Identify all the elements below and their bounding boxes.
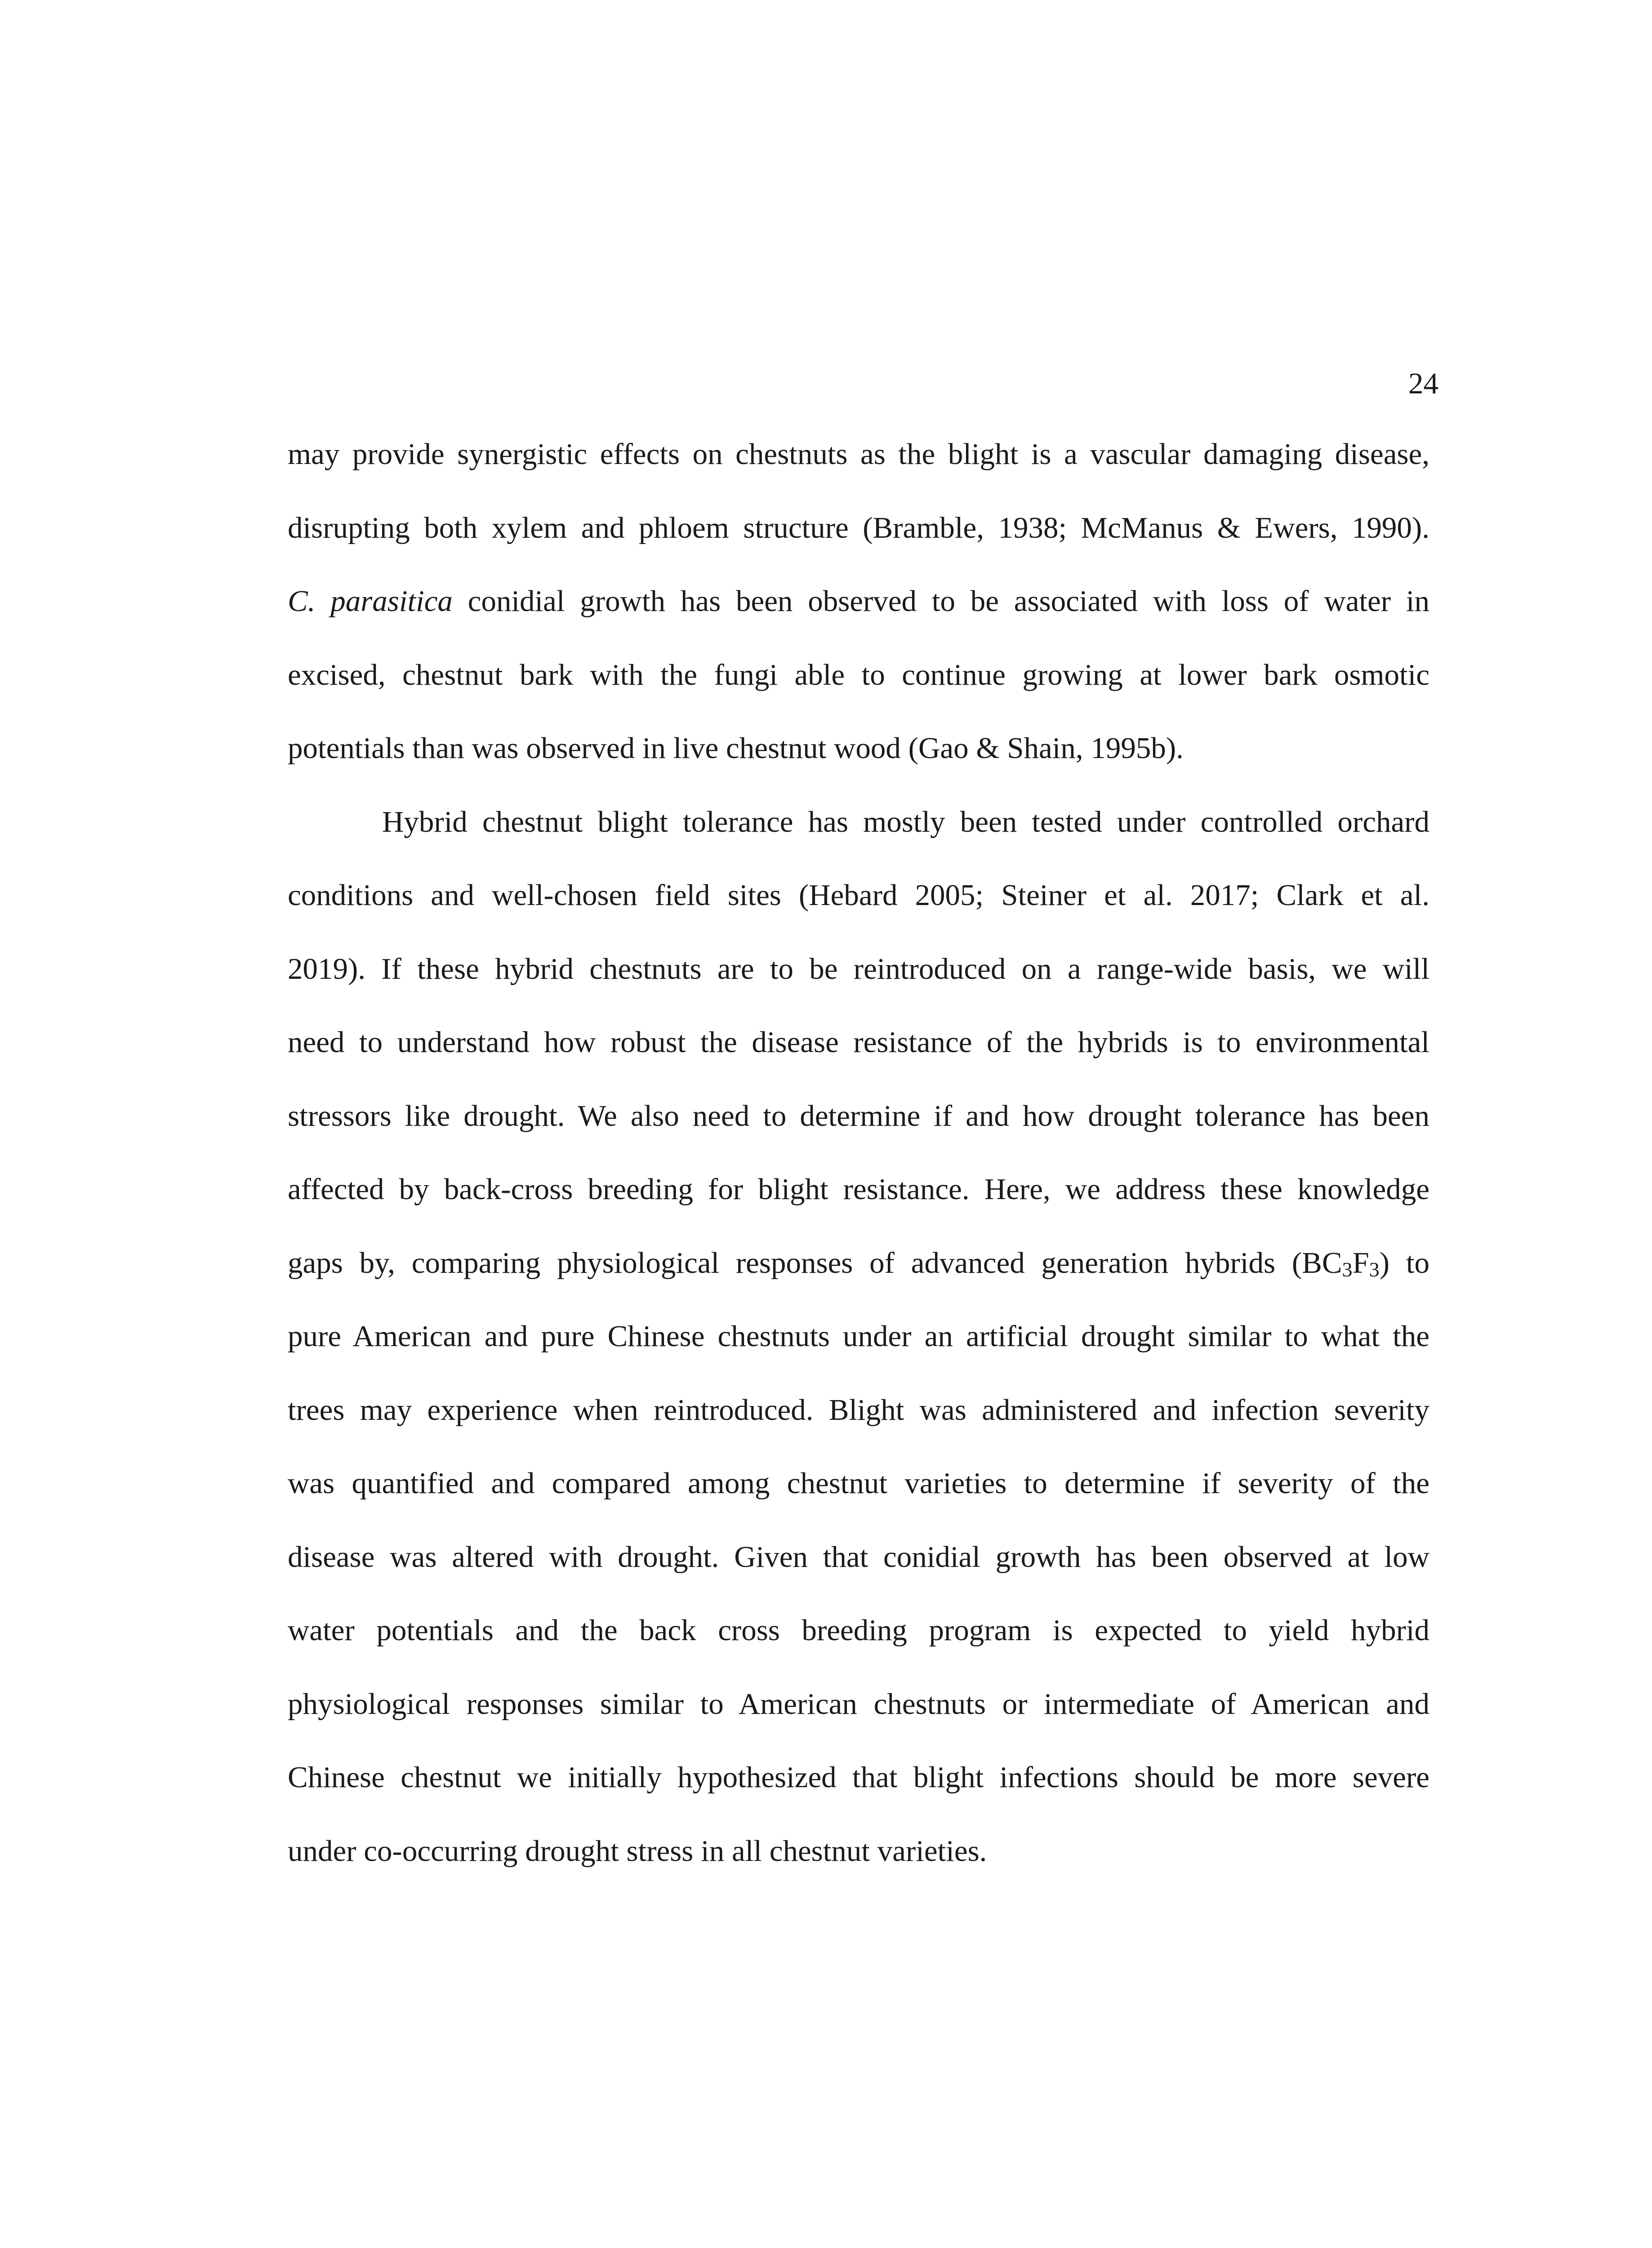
text-fragment: F <box>1352 1246 1369 1280</box>
text-line: conditions and well-chosen field sites (Hebard 2005; Steiner et al. 2017; Clark et al. <box>288 879 1429 912</box>
species-name: C. parasitica <box>288 584 453 618</box>
text-line: trees may experience when reintroduced. Blight was administered and infection severity <box>288 1393 1429 1427</box>
text-line: may provide synergistic effects on chestnuts as the blight is a vascular damaging disease, <box>288 437 1429 471</box>
text-line: Hybrid chestnut blight tolerance has mostly been tested under controlled orchard <box>382 805 1429 839</box>
text-line: potentials than was observed in live chestnut wood (Gao & Shain, 1995b). <box>288 731 1184 765</box>
text-line: stressors like drought. We also need to determine if and how drought tolerance has been <box>288 1099 1429 1133</box>
text-fragment: conidial growth has been observed to be associated with loss of water in <box>452 584 1429 618</box>
text-line: water potentials and the back cross breeding program is expected to yield hybrid <box>288 1614 1429 1647</box>
text-fragment: gaps by, comparing physiological responses of advanced generation hybrids (BC <box>288 1246 1342 1280</box>
body-text <box>288 436 1429 1906</box>
text-line: 2019). If these hybrid chestnuts are to be reintroduced on a range-wide basis, we will <box>288 952 1429 986</box>
page-number: 24 <box>1408 367 1438 400</box>
text-line: Chinese chestnut we initially hypothesized that blight infections should be more severe <box>288 1761 1429 1794</box>
text-line: affected by back-cross breeding for blight resistance. Here, we address these knowledge <box>288 1173 1429 1206</box>
subscript: 3 <box>1369 1258 1380 1281</box>
subscript: 3 <box>1342 1258 1353 1281</box>
text-line <box>288 1245 1429 1319</box>
text-line: excised, chestnut bark with the fungi able to continue growing at lower bark osmotic <box>288 658 1429 691</box>
text-line: physiological responses similar to American chestnuts or intermediate of American and <box>288 1687 1429 1721</box>
text-line: pure American and pure Chinese chestnuts under an artificial drought similar to what the <box>288 1320 1429 1353</box>
text-line <box>288 583 1429 657</box>
text-line: need to understand how robust the disease resistance of the hybrids is to environmental <box>288 1026 1429 1059</box>
text-line: was quantified and compared among chestnut varieties to determine if severity of the <box>288 1467 1429 1500</box>
text-fragment: ) to <box>1379 1246 1429 1280</box>
text-line: disease was altered with drought. Given that conidial growth has been observed at low <box>288 1540 1429 1574</box>
text-line: under co-occurring drought stress in all chestnut varieties. <box>288 1834 987 1868</box>
text-line: disrupting both xylem and phloem structure (Bramble, 1938; McManus & Ewers, 1990). <box>288 511 1429 544</box>
